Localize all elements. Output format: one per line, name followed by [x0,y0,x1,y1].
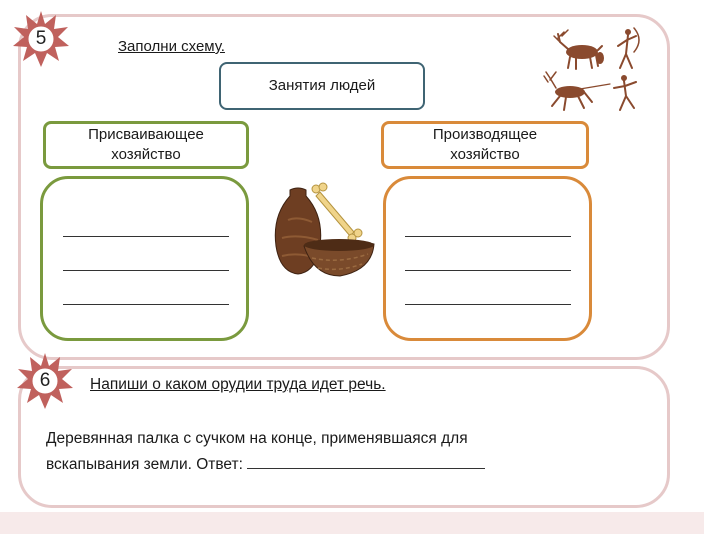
left-answer-line-3[interactable] [63,304,229,305]
bottom-strip [0,512,704,534]
scheme-left-box [43,121,249,169]
scheme-center-box [219,62,425,110]
task-6-question-prefix: вскапывания земли. Ответ: [46,456,243,473]
task-6-star-badge-icon [16,352,74,410]
scheme-right-label-line2: хозяйство [450,146,520,163]
scheme-right-label-line1: Производящее [432,126,538,143]
right-answer-box[interactable] [383,176,592,341]
pottery-and-bones-icon [268,180,380,282]
task-6-question-line-2 [46,454,485,474]
task-6-number: 6 [39,370,51,391]
scheme-center-label: Занятия людей [268,77,376,94]
right-answer-line-3[interactable] [405,304,571,305]
right-answer-line-2[interactable] [405,270,571,271]
task-6-answer-line[interactable] [247,454,485,469]
task-6-title: Напиши о каком орудии труда идет речь. [90,376,386,393]
cave-painting-icon [540,24,670,116]
scheme-left-label-line1: Присваивающее [88,126,204,143]
left-answer-line-1[interactable] [63,236,229,237]
task-6-question-line-1: Деревянная палка с сучком на конце, применявшаяся для [46,430,468,447]
right-answer-line-1[interactable] [405,236,571,237]
task-5-number: 5 [35,28,47,49]
left-answer-line-2[interactable] [63,270,229,271]
scheme-left-label-line2: хозяйство [111,146,181,163]
left-answer-box[interactable] [40,176,249,341]
task-5-title: Заполни схему. [118,38,225,55]
scheme-right-box [381,121,589,169]
task-5-star-badge-icon [12,10,70,68]
